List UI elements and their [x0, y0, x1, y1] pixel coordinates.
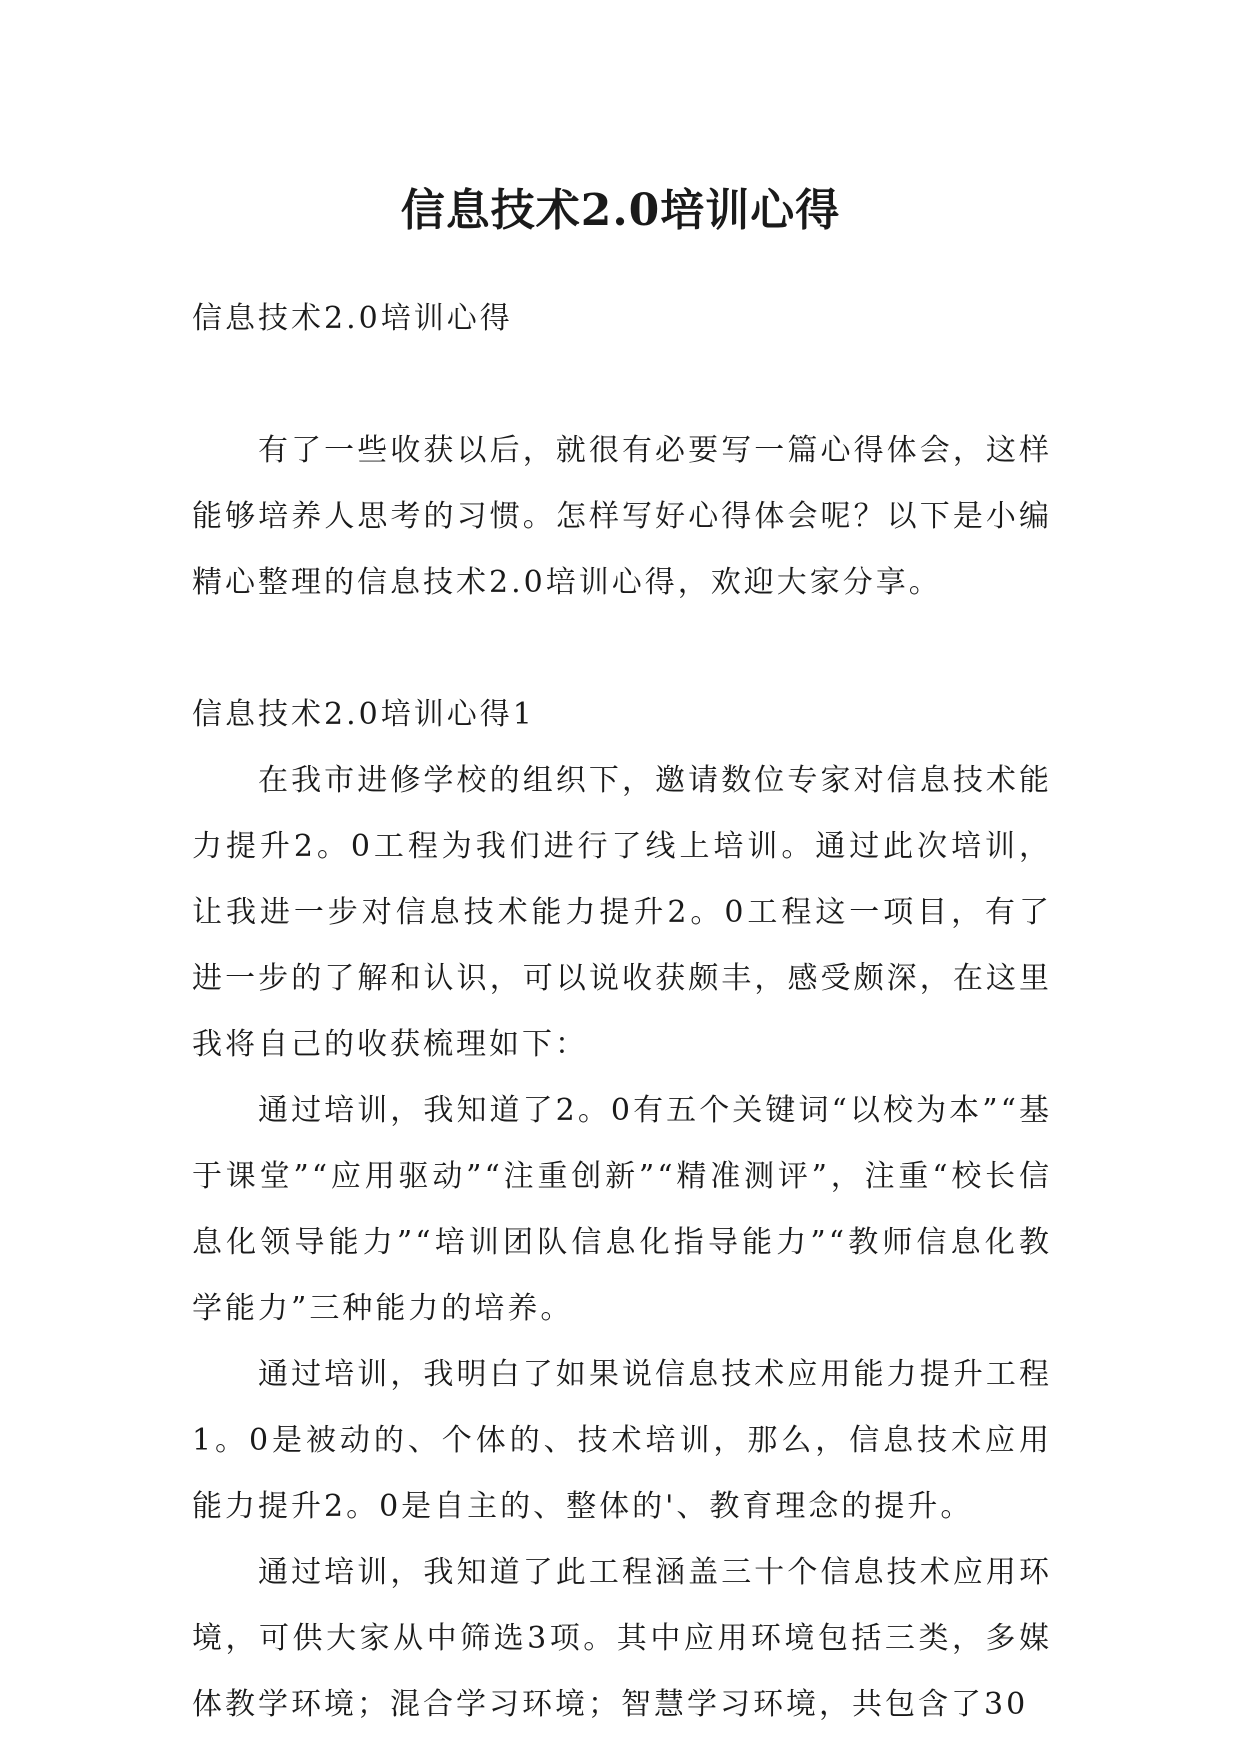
body-paragraph: 通过培训，我知道了2。0有五个关键词“以校为本”“基于课堂”“应用驱动”“注重创新”“精准测评”，注重“校长信息化领导能力”“培训团队信息化指导能力”“教师信息化教学能力”三种能力的培养。 [192, 1093, 1052, 1326]
subtitle-line: 信息技术2.0培训心得 [192, 301, 513, 336]
body-paragraph: 在我市进修学校的组织下，邀请数位专家对信息技术能力提升2。0工程为我们进行了线上培训。通过此次培训，让我进一步对信息技术能力提升2。0工程这一项目，有了进一步的了解和认识，可以说收获颇丰，感受颇深，在这里我将自己的收获梳理如下： [192, 763, 1052, 1062]
intro-paragraph: 有了一些收获以后，就很有必要写一篇心得体会，这样能够培养人思考的习惯。怎样写好心得体会呢？以下是小编精心整理的信息技术2.0培训心得，欢迎大家分享。 [192, 433, 1052, 600]
document-title: 信息技术2.0培训心得 [400, 185, 841, 237]
body-paragraph: 通过培训，我知道了此工程涵盖三十个信息技术应用环境，可供大家从中筛选3项。其中应用环境包括三类，多媒体教学环境；混合学习环境；智慧学习环境，共包含了30 [192, 1555, 1052, 1722]
document-body [192, 286, 1052, 1738]
section-heading: 信息技术2.0培训心得1 [192, 697, 535, 732]
body-paragraph: 通过培训，我明白了如果说信息技术应用能力提升工程1。0是被动的、个体的、技术培训，那么，信息技术应用能力提升2。0是自主的、整体的'、教育理念的提升。 [192, 1357, 1052, 1524]
